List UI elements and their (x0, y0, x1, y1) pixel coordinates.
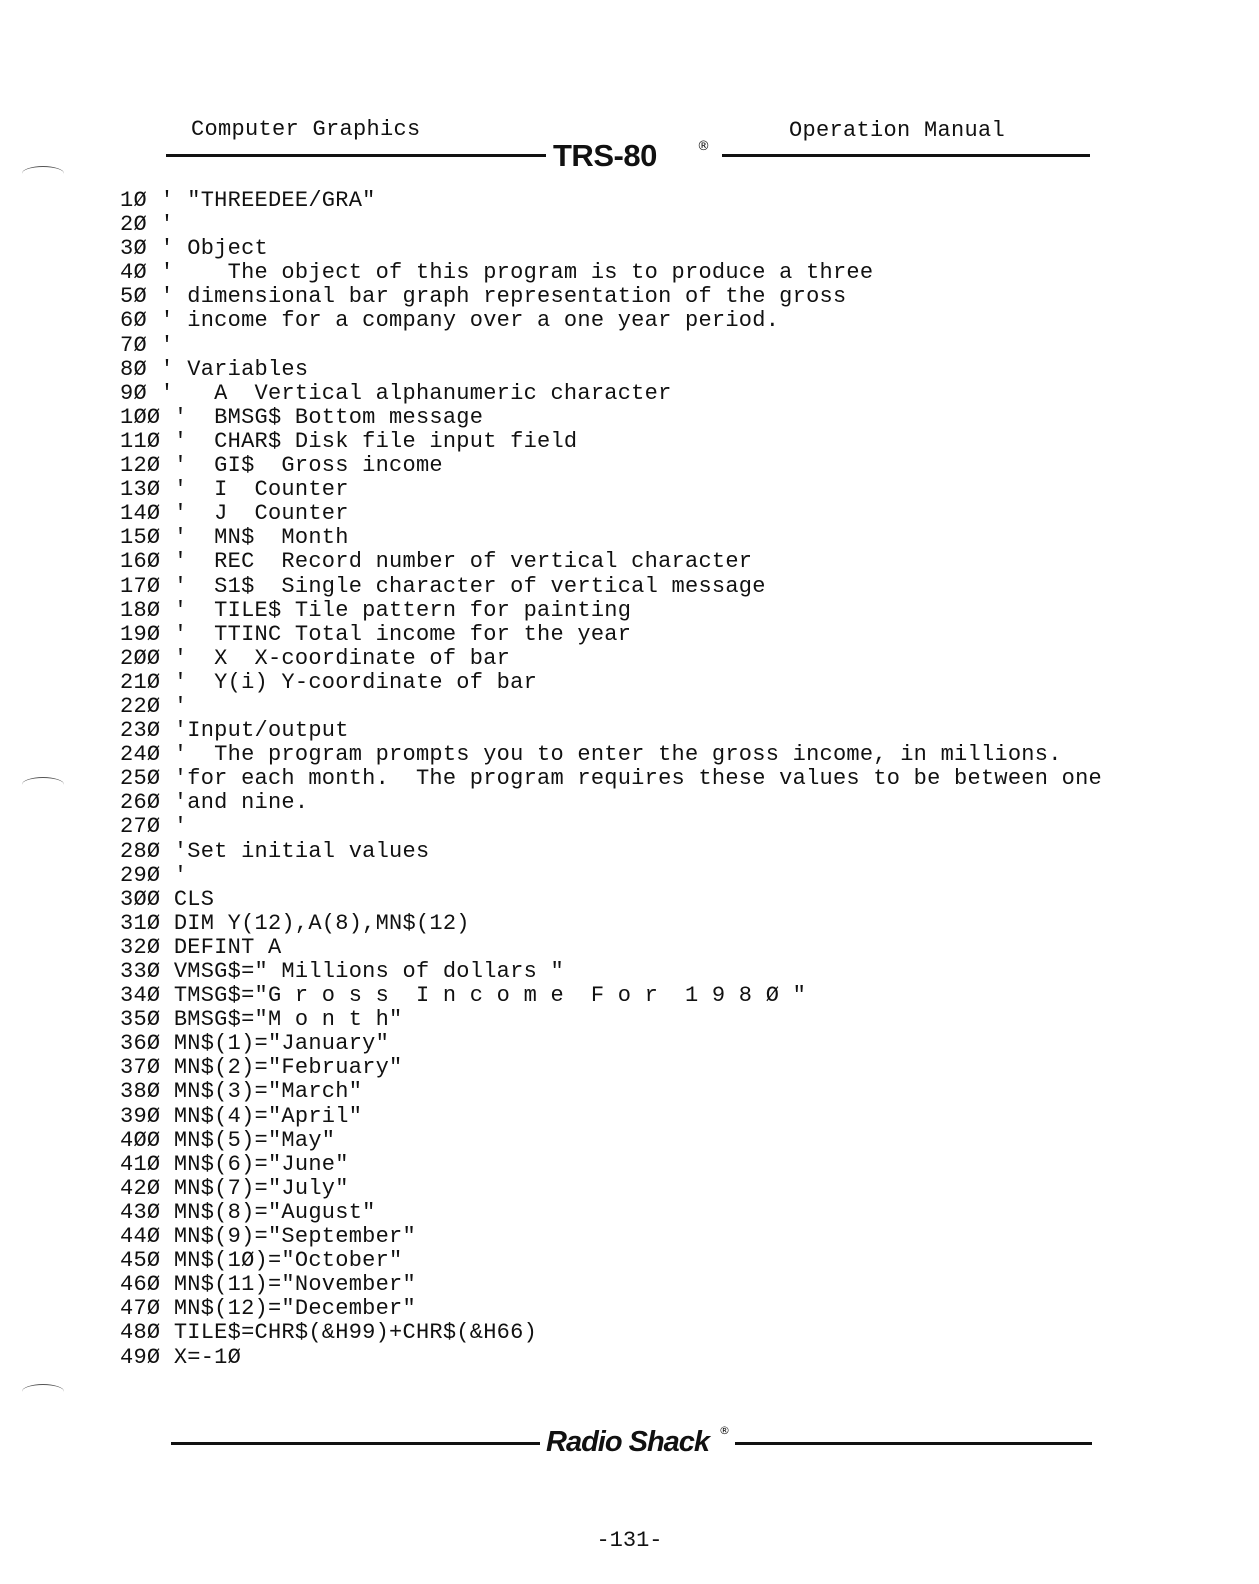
listing-line (120, 1249, 1102, 1273)
line-number: 1ØØ (120, 404, 161, 430)
listing-line (120, 237, 1102, 261)
line-number: 12Ø (120, 453, 161, 479)
line-code: X=-1Ø (173, 1344, 242, 1370)
line-code: ' MN$ Month (173, 525, 349, 551)
line-number: 46Ø (120, 1272, 161, 1298)
line-number: 38Ø (120, 1079, 161, 1105)
line-number: 19Ø (120, 621, 161, 647)
line-number: 2Ø (120, 212, 147, 238)
listing-line (120, 309, 1102, 333)
line-code: ' GI$ Gross income (173, 453, 443, 479)
listing-line (120, 502, 1102, 526)
listing-line (120, 864, 1102, 888)
line-code: 'Set initial values (173, 838, 430, 864)
listing-line (120, 791, 1102, 815)
line-code: ' X X-coordinate of bar (173, 645, 511, 671)
line-number: 7Ø (120, 332, 147, 358)
line-code: CLS (173, 886, 215, 912)
listing-line (120, 1056, 1102, 1080)
line-code: ' BMSG$ Bottom message (173, 404, 484, 430)
listing-line (120, 695, 1102, 719)
line-number: 3Ø (120, 236, 147, 262)
line-number: 4Ø (120, 260, 147, 286)
line-number: 34Ø (120, 983, 161, 1009)
line-number: 39Ø (120, 1103, 161, 1129)
line-number: 8Ø (120, 356, 147, 382)
line-code: ' A Vertical alphanumeric character (160, 380, 672, 406)
line-number: 11Ø (120, 428, 161, 454)
listing-line (120, 840, 1102, 864)
line-number: 3ØØ (120, 886, 161, 912)
trs-80-registered-mark: ® (697, 139, 710, 154)
line-code: ' dimensional bar graph representation of the gross (160, 284, 847, 310)
header-left-title: Computer Graphics (191, 117, 421, 142)
line-number: 4ØØ (120, 1127, 161, 1153)
line-number: 9Ø (120, 380, 147, 406)
line-code: 'for each month. The program requires these values to be between one (173, 766, 1103, 792)
program-listing (120, 189, 1102, 1370)
line-code: MN$(7)="July" (173, 1175, 349, 1201)
header-rule-right (722, 154, 1090, 157)
line-code: VMSG$=" Millions of dollars " (173, 959, 564, 984)
line-code: ' Object (160, 236, 268, 262)
line-code: ' (173, 862, 188, 888)
listing-line (120, 1225, 1102, 1249)
line-number: 28Ø (120, 838, 161, 864)
radio-shack-registered-mark: ® (719, 1424, 730, 1437)
line-code: MN$(4)="April" (173, 1103, 363, 1129)
listing-line (120, 1080, 1102, 1104)
listing-line (120, 261, 1102, 285)
listing-line (120, 1129, 1102, 1153)
listing-line (120, 815, 1102, 839)
line-code: ' S1$ Single character of vertical message (173, 573, 766, 599)
listing-line (120, 334, 1102, 358)
line-code: BMSG$="M o n t h" (173, 1007, 403, 1033)
line-number: 37Ø (120, 1055, 161, 1081)
line-code: TMSG$="G r o s s I n c o m e F o r 1 9 8 Ø " (173, 983, 807, 1009)
line-code: MN$(6)="June" (173, 1151, 349, 1177)
listing-line (120, 1321, 1102, 1345)
listing-line (120, 1201, 1102, 1225)
line-code: MN$(9)="September" (173, 1224, 416, 1250)
line-code: ' (173, 693, 188, 719)
line-number: 29Ø (120, 862, 161, 888)
header-right-title: Operation Manual (789, 118, 1006, 143)
footer-rule-left (171, 1442, 540, 1445)
line-number: 27Ø (120, 814, 161, 840)
line-number: 48Ø (120, 1320, 161, 1346)
radio-shack-logo: Radio Shack (546, 1426, 710, 1458)
listing-line (120, 382, 1102, 406)
line-number: 23Ø (120, 718, 161, 744)
line-code: ' Variables (160, 356, 309, 382)
line-number: 1Ø (120, 188, 147, 213)
line-number: 15Ø (120, 525, 161, 551)
listing-line (120, 671, 1102, 695)
line-number: 16Ø (120, 549, 161, 575)
line-code: DEFINT A (173, 934, 282, 960)
listing-line (120, 430, 1102, 454)
line-code: 'and nine. (173, 790, 309, 816)
punch-hole-mark-top (22, 166, 64, 181)
line-code: ' The program prompts you to enter the gross income, in millions. (173, 742, 1062, 768)
listing-line (120, 575, 1102, 599)
footer-rule-right (735, 1442, 1092, 1445)
line-code: 'Input/output (173, 718, 349, 744)
line-number: 18Ø (120, 597, 161, 623)
line-number: 31Ø (120, 910, 161, 936)
trs-80-logo: TRS-80 (553, 138, 657, 173)
page-number: -131- (596, 1528, 663, 1553)
listing-line (120, 550, 1102, 574)
header-rule-left (166, 154, 546, 157)
punch-hole-mark-bottom (22, 1384, 64, 1399)
line-number: 45Ø (120, 1248, 161, 1274)
line-number: 36Ø (120, 1031, 161, 1057)
line-code: ' (160, 332, 174, 358)
listing-line (120, 454, 1102, 478)
line-number: 33Ø (120, 959, 161, 984)
listing-line (120, 1105, 1102, 1129)
line-number: 13Ø (120, 477, 161, 503)
listing-line (120, 526, 1102, 550)
listing-line (120, 478, 1102, 502)
line-code: MN$(2)="February" (173, 1055, 403, 1081)
listing-line (120, 213, 1102, 237)
line-code: ' "THREEDEE/GRA" (160, 188, 376, 213)
line-number: 41Ø (120, 1151, 161, 1177)
line-number: 2ØØ (120, 645, 161, 671)
listing-line (120, 767, 1102, 791)
listing-line (120, 1032, 1102, 1056)
listing-line (120, 984, 1102, 1008)
line-number: 42Ø (120, 1175, 161, 1201)
listing-line (120, 623, 1102, 647)
line-number: 32Ø (120, 934, 161, 960)
line-code: ' (160, 212, 174, 238)
listing-line (120, 1153, 1102, 1177)
listing-line (120, 743, 1102, 767)
listing-line (120, 1008, 1102, 1032)
listing-line (120, 1177, 1102, 1201)
line-code: ' I Counter (173, 477, 349, 503)
line-number: 49Ø (120, 1344, 161, 1370)
line-number: 17Ø (120, 573, 161, 599)
line-code: MN$(1)="January" (173, 1031, 390, 1057)
line-code: MN$(12)="December" (173, 1296, 416, 1322)
line-code: ' CHAR$ Disk file input field (173, 428, 578, 454)
listing-line (120, 1297, 1102, 1321)
line-code: ' J Counter (173, 501, 349, 527)
line-number: 26Ø (120, 790, 161, 816)
line-code: ' Y(i) Y-coordinate of bar (173, 669, 538, 695)
line-number: 21Ø (120, 669, 161, 695)
line-number: 5Ø (120, 284, 147, 310)
line-code: DIM Y(12),A(8),MN$(12) (173, 910, 470, 936)
line-number: 22Ø (120, 693, 161, 719)
line-code: MN$(11)="November" (173, 1272, 416, 1298)
listing-line (120, 888, 1102, 912)
line-number: 35Ø (120, 1007, 161, 1033)
line-code: ' REC Record number of vertical character (173, 549, 753, 575)
line-code: TILE$=CHR$(&H99)+CHR$(&H66) (173, 1320, 538, 1346)
listing-line (120, 406, 1102, 430)
line-number: 6Ø (120, 308, 147, 334)
listing-line (120, 719, 1102, 743)
listing-line (120, 599, 1102, 623)
listing-line (120, 936, 1102, 960)
line-code: MN$(1Ø)="October" (173, 1248, 403, 1274)
listing-line (120, 1346, 1102, 1370)
line-code: ' The object of this program is to produce a three (160, 260, 874, 286)
listing-line (120, 960, 1102, 984)
line-code: ' income for a company over a one year period. (160, 308, 780, 334)
listing-line (120, 285, 1102, 309)
line-number: 47Ø (120, 1296, 161, 1322)
listing-line (120, 189, 1102, 213)
punch-hole-mark-middle (22, 777, 64, 792)
line-code: MN$(8)="August" (173, 1199, 376, 1225)
line-code: ' TTINC Total income for the year (173, 621, 632, 647)
listing-line (120, 647, 1102, 671)
line-code: ' TILE$ Tile pattern for painting (173, 597, 632, 623)
line-number: 43Ø (120, 1199, 161, 1225)
line-code: MN$(5)="May" (173, 1127, 336, 1153)
line-number: 25Ø (120, 766, 161, 792)
listing-line (120, 1273, 1102, 1297)
line-number: 24Ø (120, 742, 161, 768)
line-number: 14Ø (120, 501, 161, 527)
line-number: 44Ø (120, 1224, 161, 1250)
listing-line (120, 358, 1102, 382)
line-code: ' (173, 814, 188, 840)
line-code: MN$(3)="March" (173, 1079, 363, 1105)
listing-line (120, 912, 1102, 936)
